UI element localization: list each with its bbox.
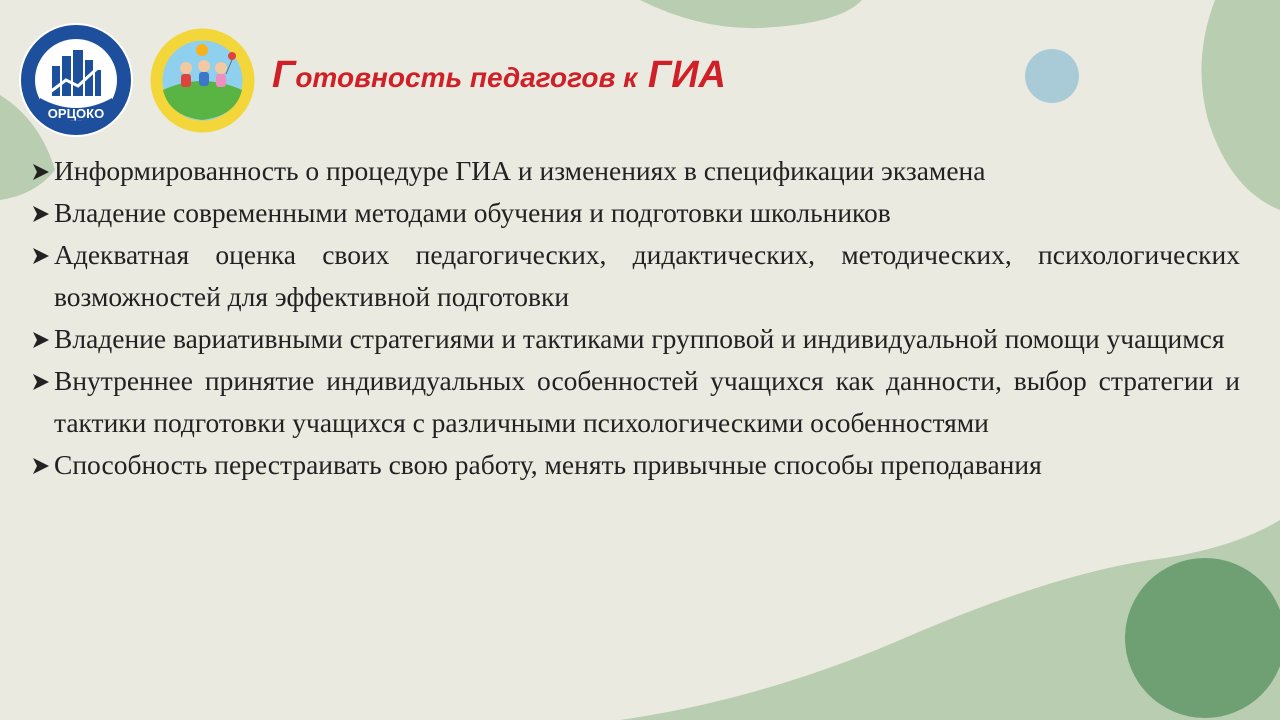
title-smallcaps: отовность педагогов к xyxy=(295,62,638,93)
bullet-list xyxy=(30,150,1240,486)
bullet-text: Внутреннее принятие индивидуальных особенностей учащихся как данности, выбор стратегии и тактики подготовки учащихся с различными психологическими особенностями xyxy=(54,365,1240,438)
logo-text: ОРЦОКО xyxy=(47,106,105,121)
slide-title xyxy=(272,52,726,101)
list-item xyxy=(30,192,1240,234)
bullet-text: Адекватная оценка своих педагогических, дидактических, методических, психологических возможностей для эффективной подготовки xyxy=(54,239,1240,312)
bullet-text: Владение современными методами обучения и подготовки школьников xyxy=(54,197,891,228)
list-item xyxy=(30,360,1240,444)
bullet-text: Способность перестраивать свою работу, менять привычные способы преподавания xyxy=(54,449,1042,480)
arrow-right-icon xyxy=(30,444,52,486)
list-item xyxy=(30,234,1240,318)
bullet-text: Информированность о процедуре ГИА и изменениях в спецификации экзамена xyxy=(54,155,986,186)
center-logo xyxy=(150,28,255,133)
arrow-right-icon xyxy=(30,360,52,402)
list-item xyxy=(30,318,1240,360)
list-item xyxy=(30,150,1240,192)
title-abbr: ГИА xyxy=(647,54,727,96)
title-initial: Г xyxy=(272,54,296,96)
arrow-right-icon xyxy=(30,150,52,192)
arrow-right-icon xyxy=(30,234,52,276)
arrow-right-icon xyxy=(30,318,52,360)
list-item xyxy=(30,444,1240,486)
arrow-right-icon xyxy=(30,192,52,234)
orcoko-logo xyxy=(18,22,134,138)
bullet-text: Владение вариативными стратегиями и тактиками групповой и индивидуальной помощи учащимся xyxy=(54,323,1225,354)
